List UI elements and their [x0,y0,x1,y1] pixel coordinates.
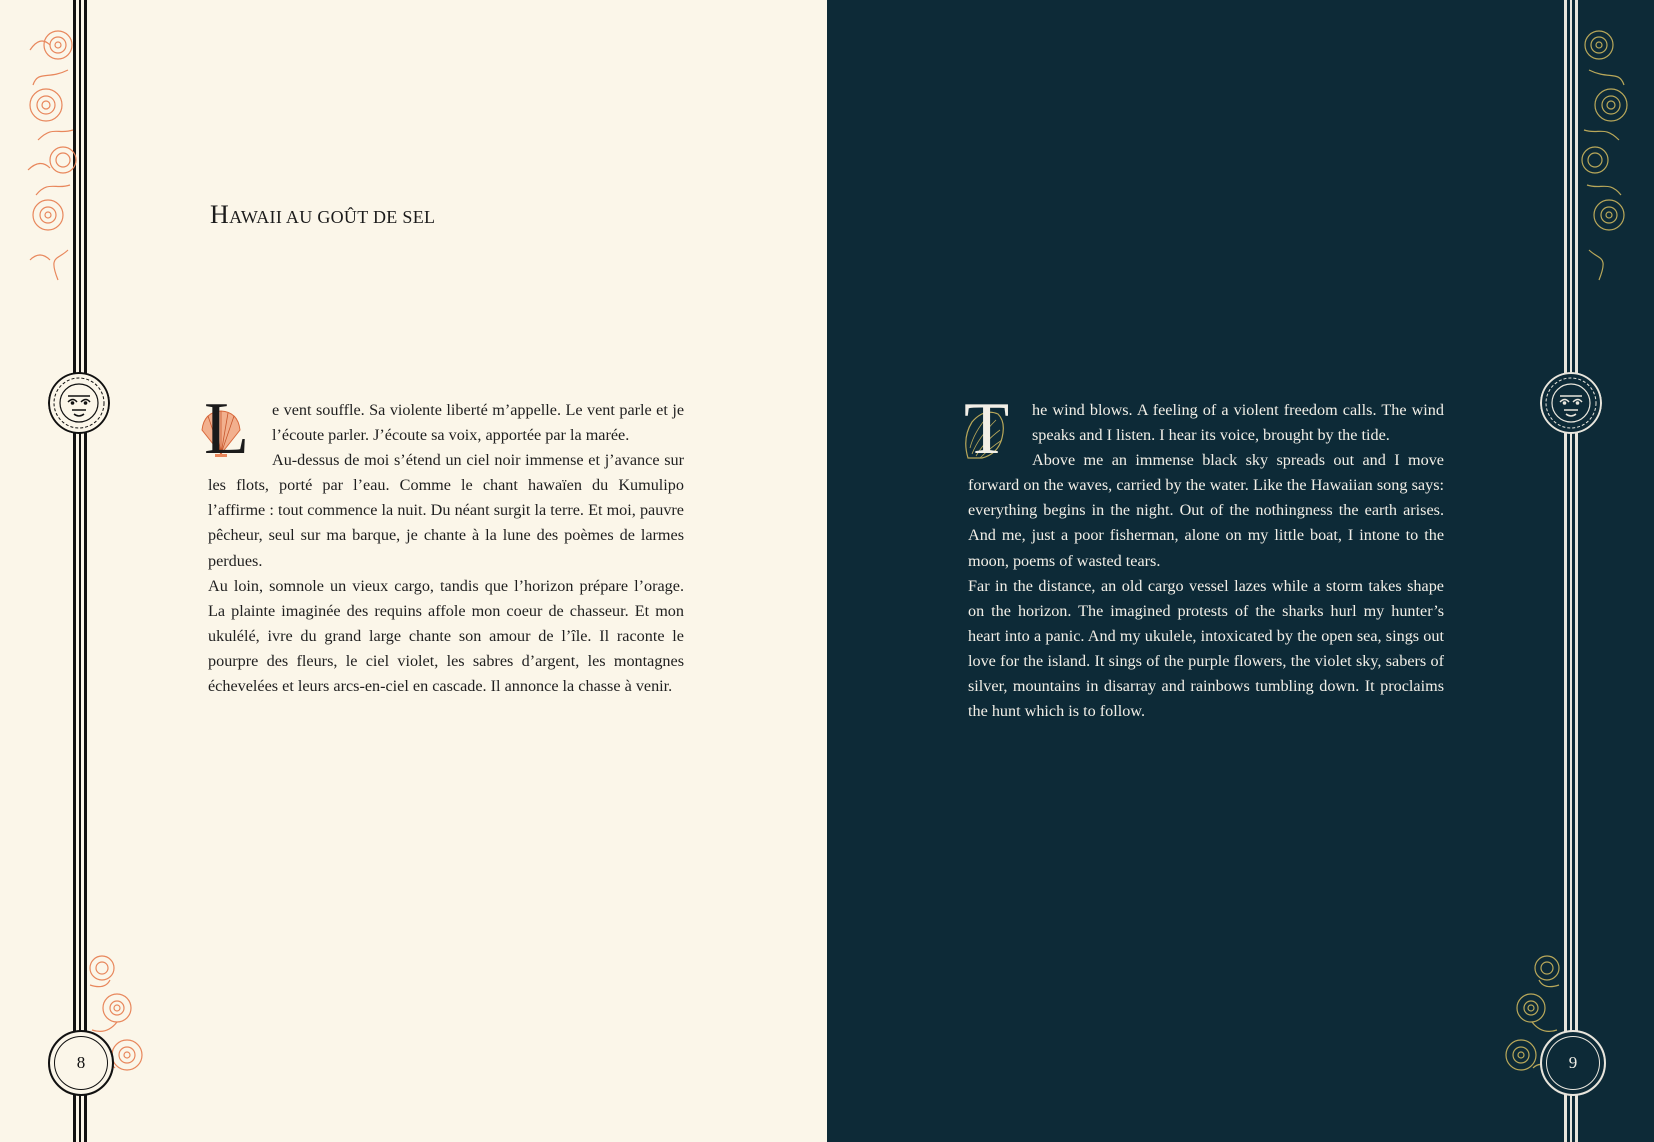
paragraph: Au-dessus de moi s’étend un ciel noir immense et j’avance sur les flots, porté par l’eau. Comme le chant hawaïen du Kumulipo l’affirme : tout commence la nuit. Du néant surgit la terre. Et moi, pauvre pêcheur, seul sur ma barque, je chante à la lune des poèmes de larmes perdues. [208,451,684,570]
right-page [827,0,1654,1142]
page-number: 9 [1540,1030,1606,1096]
tiki-mask-medallion-icon [1540,372,1602,434]
drop-cap: L [198,398,264,470]
page-number: 8 [48,1030,114,1096]
floral-border-icon [1579,10,1639,290]
english-text-block [964,388,1444,724]
paragraph: e vent souffle. Sa violente liberté m’appelle. Le vent parle et je l’écoute parler. J’écoute sa voix, apportée par la marée. [272,401,684,445]
title-initial: H [210,200,230,229]
tiki-mask-medallion-icon [48,372,110,434]
floral-border-icon [18,10,78,290]
drop-cap: T [958,398,1024,470]
paragraph: Above me an immense black sky spreads out and I move forward on the waves, carried by the water. Like the Hawaiian song says: everything begins in the night. Out of the nothingness the earth arises. And me, just a poor fisherman, alone on my little boat, I intone to the moon, poems of wasted tears. [968,451,1444,570]
french-text-block [204,388,684,699]
title-text: AWAII AU GOÛT DE SEL [229,207,436,227]
paragraph: he wind blows. A feeling of a violent freedom calls. The wind speaks and I listen. I hear its voice, brought by the tide. [1032,401,1444,445]
page-title [210,200,435,230]
paragraph: Far in the distance, an old cargo vessel lazes while a storm takes shape on the horizon. The imagined protests of the sharks hurl my hunter’s heart into a panic. And my ukulele, intoxicated by the open sea, sings out love for the island. It sings of the purple flowers, the violet sky, sabers of silver, mountains in disarray and rainbows tumbling down. It proclaims the hunt which is to follow. [968,576,1444,721]
paragraph: Au loin, somnole un vieux cargo, tandis que l’horizon prépare l’orage. La plainte imaginée des requins affole mon coeur de chasseur. Et mon ukulélé, ivre du grand large chante son amour de l’île. Il raconte le pourpre des fleurs, le ciel violet, les sabres d’argent, les montagnes échevelées et leurs arcs-en-ciel en cascade. Il annonce la chasse à venir. [208,576,684,696]
